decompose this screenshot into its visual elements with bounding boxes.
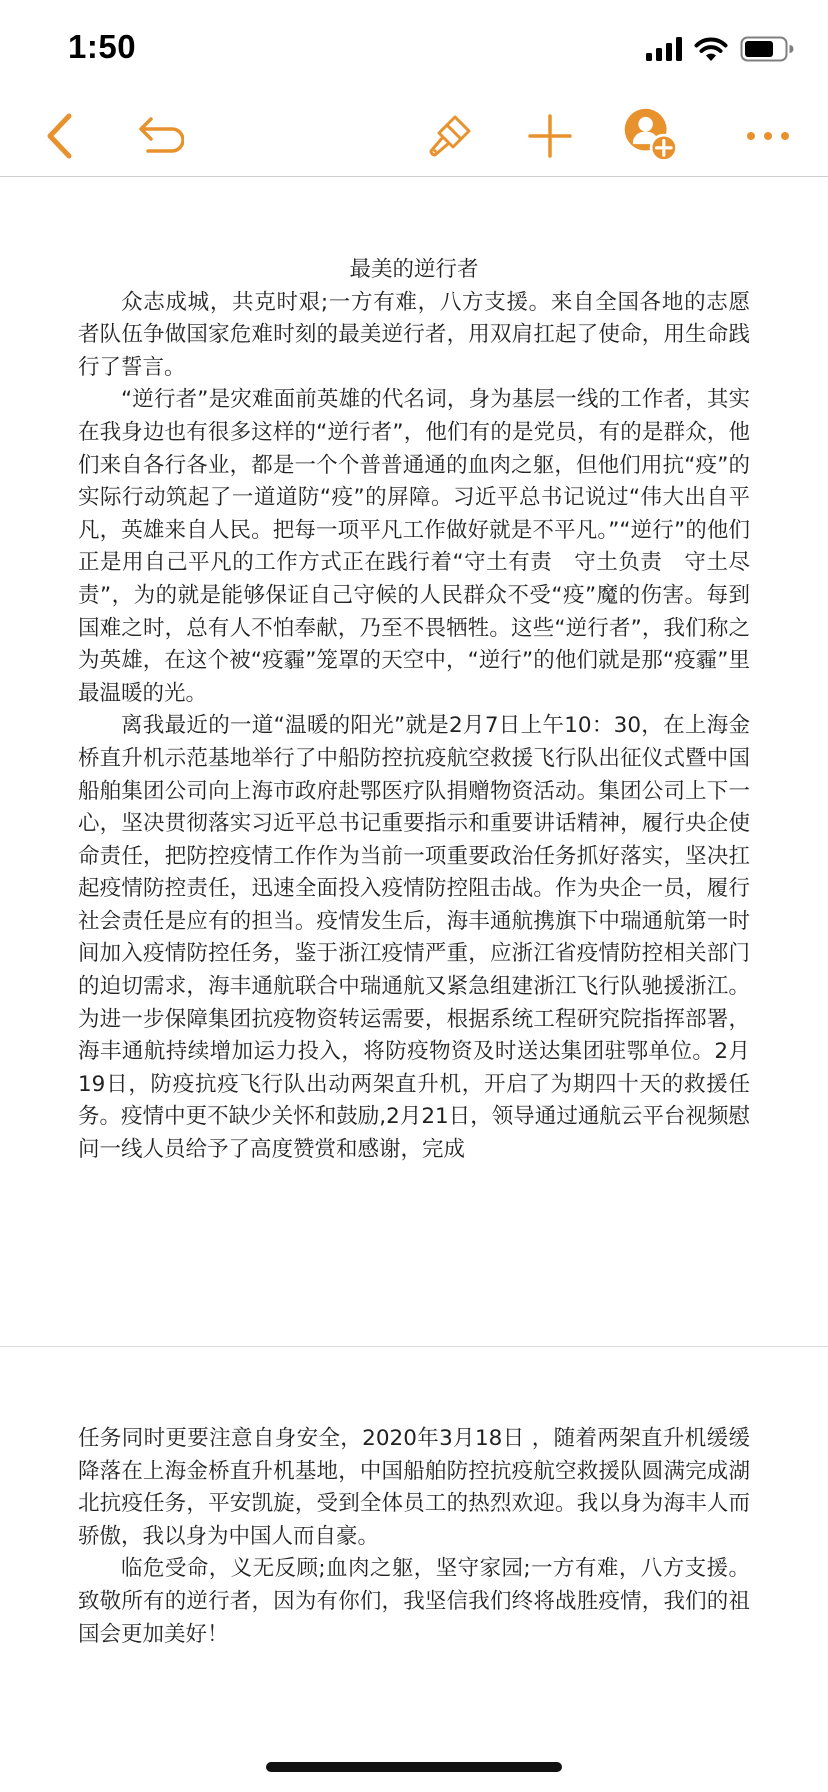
document-page-1[interactable]	[78, 254, 750, 1167]
page-break	[0, 1346, 828, 1347]
document-title: 最美的逆行者	[349, 257, 479, 282]
format-button[interactable]	[420, 106, 480, 166]
paintbrush-icon	[425, 111, 475, 161]
document-page-2[interactable]	[78, 1423, 750, 1651]
signal-icon	[646, 37, 682, 61]
chevron-left-icon	[45, 113, 75, 159]
plus-icon	[527, 113, 573, 159]
home-indicator[interactable]	[266, 1762, 562, 1772]
paragraph-4: 任务同时更要注意自身安全，2020年3月18日 ，随着两架直升机缓缓降落在上海金桥直升机基地，中国船舶防控抗疫航空救援队圆满完成湖北抗疫任务，平安凯旋，受到全体员工的热烈欢迎。我以身为海丰人而骄傲，我以身为中国人而自豪。	[78, 1426, 750, 1549]
status-bar	[0, 0, 828, 96]
paragraph-3: 离我最近的一道“温暖的阳光”就是2月7日上午10：30，在上海金桥直升机示范基地举行了中船防控抗疫航空救援飞行队出征仪式暨中国船舶集团公司向上海市政府赴鄂医疗队捐赠物资活动。集团公司上下一心，坚决贯彻落实习近平总书记重要指示和重要讲话精神，履行央企使命责任，把防控疫情工作作为当前一项重要政治任务抓好落实，坚决扛起疫情防控责任，迅速全面投入疫情防控阻击战。作为央企一员，履行社会责任是应有的担当。疫情发生后，海丰通航携旗下中瑞通航第一时间加入疫情防控任务，鉴于浙江疫情严重，应浙江省疫情防控相关部门的迫切需求，海丰通航联合中瑞通航又紧急组建浙江飞行队驰援浙江。为进一步保障集团抗疫物资转运需要，根据系统工程研究院指挥部署，海丰通航持续增加运力投入，将防疫物资及时送达集团驻鄂单位。2月19日，防疫抗疫飞行队出动两架直升机，开启了为期四十天的救援任务。疫情中更不缺少关怀和鼓励,2月21日，领导通过通航云平台视频慰问一线人员给予了高度赞赏和感谢，完成	[78, 713, 750, 1163]
wifi-icon	[694, 36, 728, 62]
more-icon	[746, 131, 790, 141]
paragraph-5: 临危受命，义无反顾;血肉之躯，坚守家园;一方有难，八方支援。致敬所有的逆行者，因为有你们，我坚信我们终将战胜疫情，我们的祖国会更加美好！	[78, 1556, 750, 1647]
paragraph-2: “逆行者”是灾难面前英雄的代名词，身为基层一线的工作者，其实在我身边也有很多这样的“逆行者”，他们有的是党员，有的是群众，他们来自各行各业，都是一个个普普通通的血肉之躯，但他们用抗“疫”的实际行动筑起了一道道防“疫”的屏障。习近平总书记说过“伟大出自平凡，英雄来自人民。把每一项平凡工作做好就是不平凡。”“逆行”的他们正是用自己平凡的工作方式正在践行着“守土有责 守土负责 守土尽责”，为的就是能够保证自己守候的人民群众不受“疫”魔的伤害。每到国难之时，总有人不怕奉献，乃至不畏牺牲。这些“逆行者”，我们称之为英雄，在这个被“疫霾”笼罩的天空中，“逆行”的他们就是那“疫霾”里最温暖的光。	[78, 387, 750, 706]
undo-icon	[136, 115, 184, 157]
toolbar	[0, 96, 828, 176]
more-button[interactable]	[738, 106, 798, 166]
back-button[interactable]	[30, 106, 90, 166]
battery-icon	[740, 36, 794, 62]
toolbar-divider	[0, 176, 828, 177]
collaborate-button[interactable]	[622, 106, 682, 166]
paragraph-1: 众志成城，共克时艰;一方有难，八方支援。来自全国各地的志愿者队伍争做国家危难时刻的最美逆行者，用双肩扛起了使命，用生命践行了誓言。	[78, 289, 750, 380]
undo-button[interactable]	[130, 106, 190, 166]
insert-button[interactable]	[520, 106, 580, 166]
add-person-icon	[622, 103, 682, 169]
status-time: 1:50	[68, 28, 137, 65]
status-icons	[646, 36, 794, 62]
